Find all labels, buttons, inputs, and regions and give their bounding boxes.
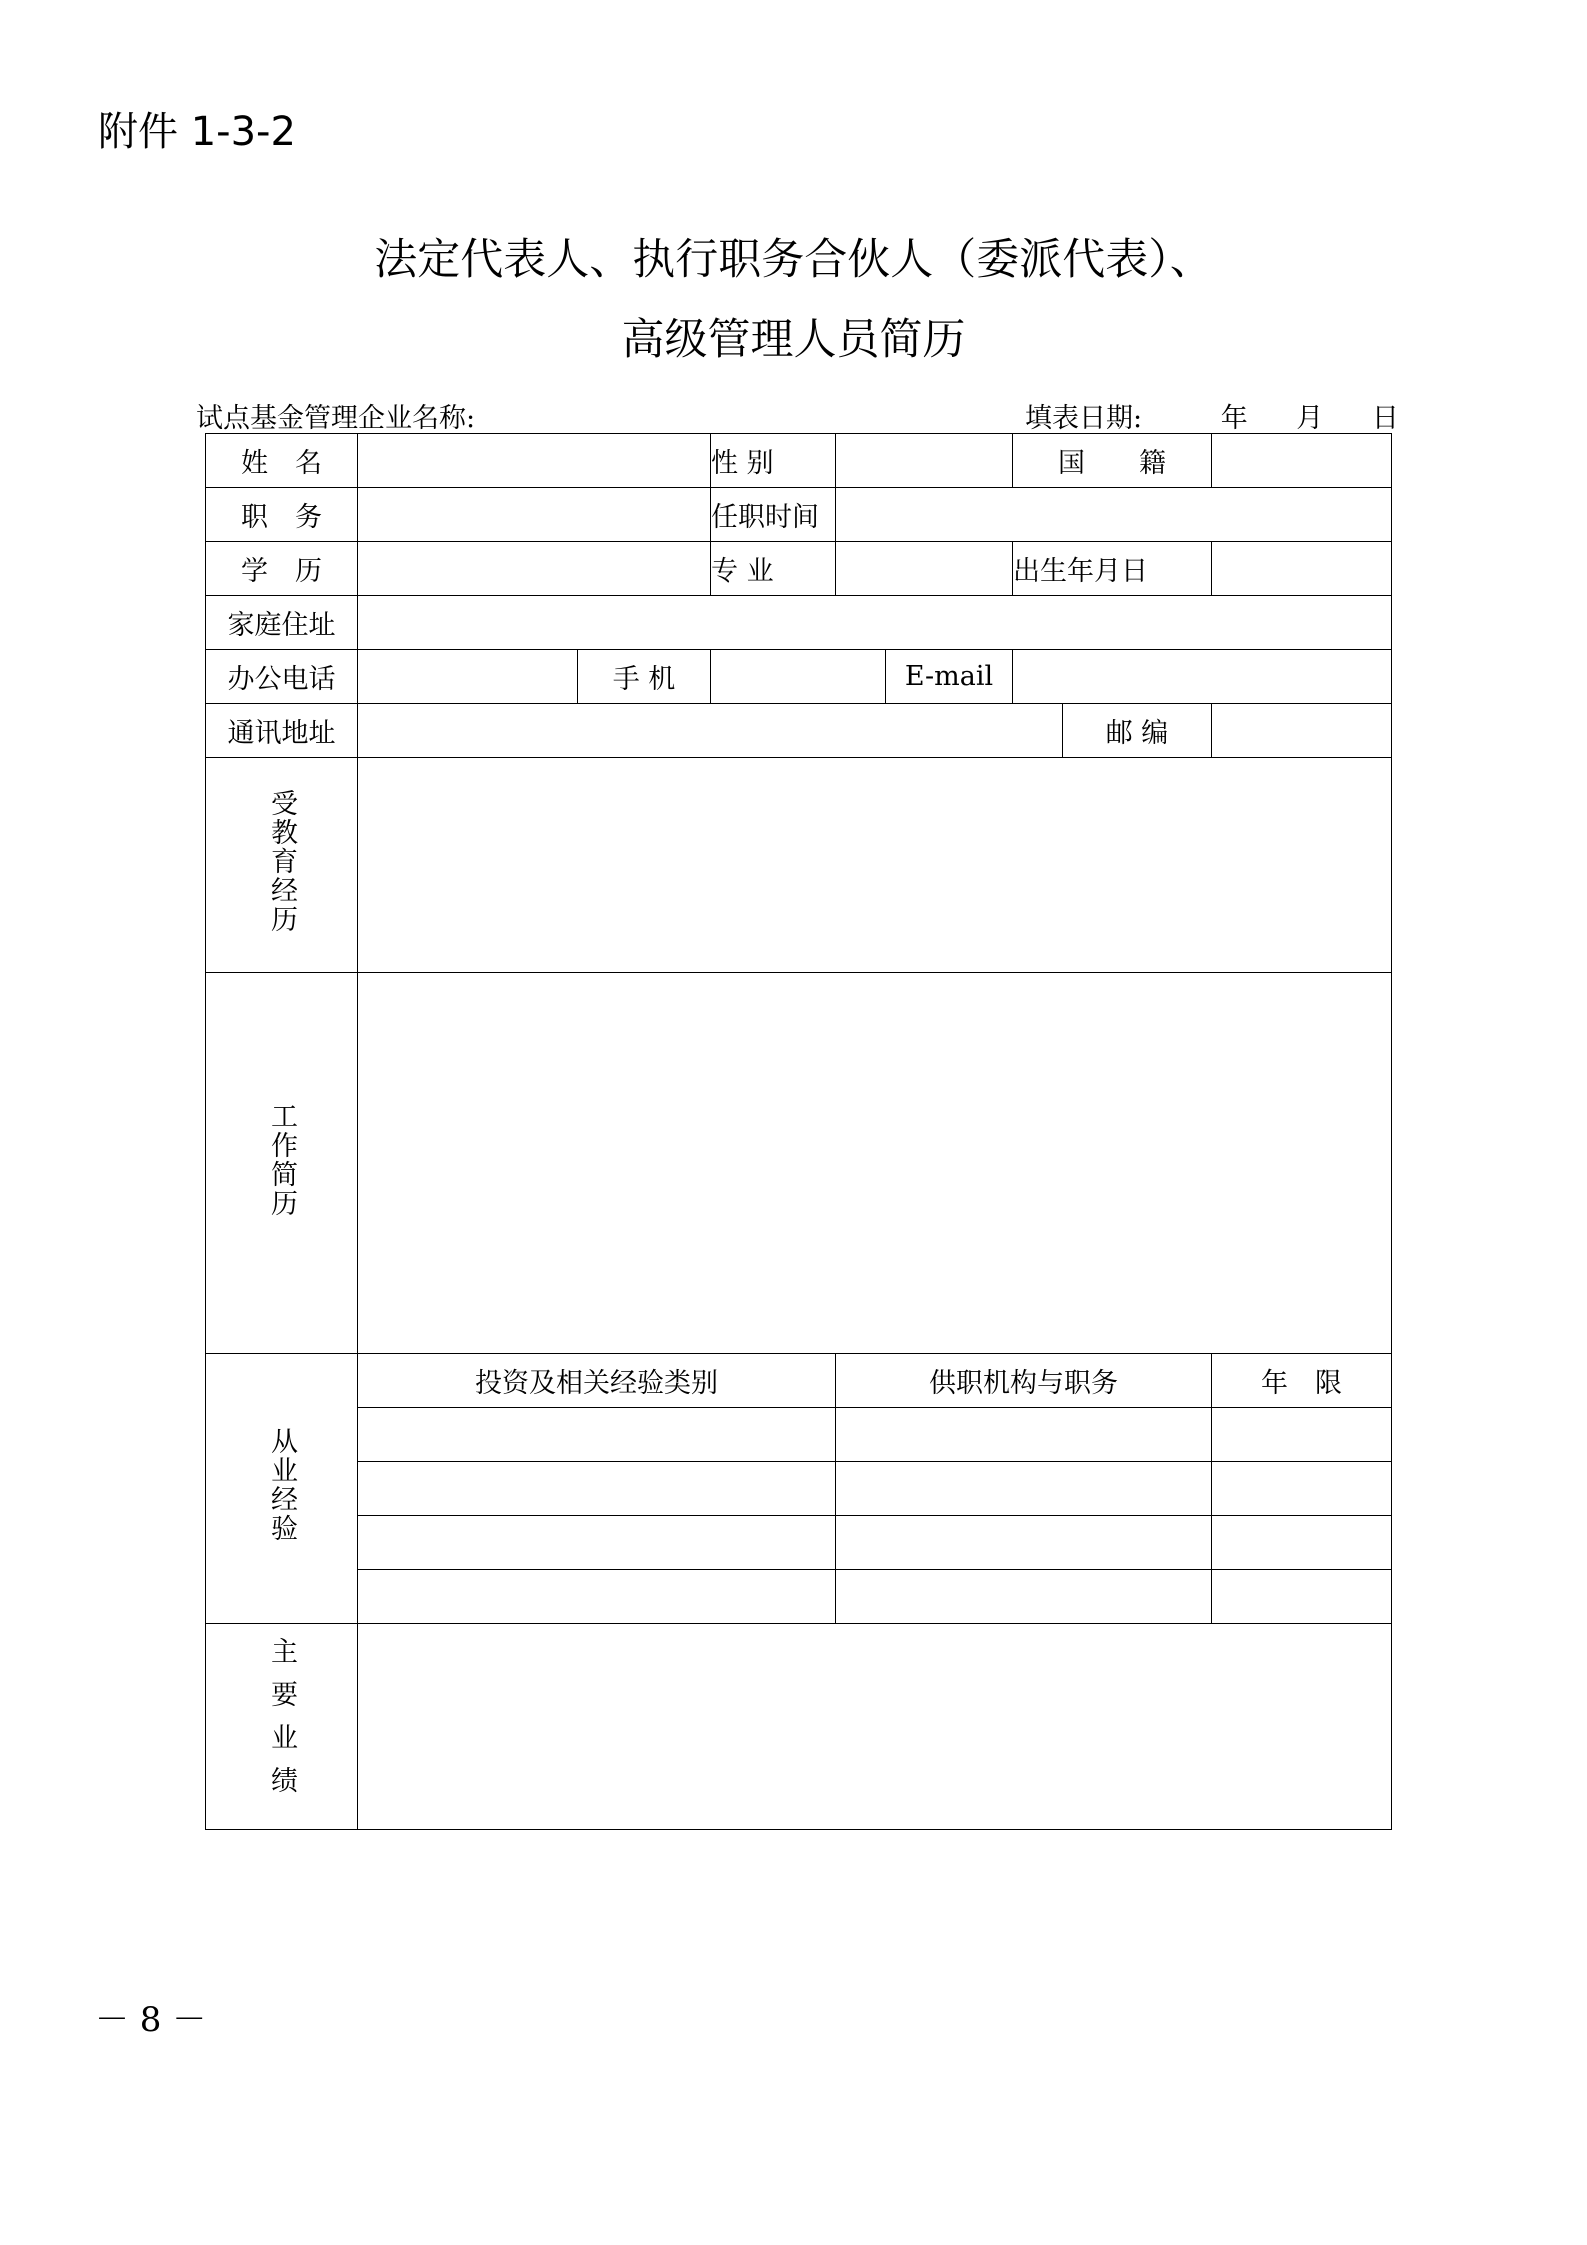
exp-row3-org[interactable]: [836, 1516, 1212, 1570]
mobile-label: 手 机: [578, 650, 711, 704]
postcode-label: 邮 编: [1063, 704, 1212, 758]
position-label: 职 务: [206, 488, 358, 542]
office-phone-label: 办公电话: [206, 650, 358, 704]
education-history-label: [206, 758, 358, 973]
work-history-field[interactable]: [358, 973, 1392, 1354]
home-address-label: 家庭住址: [206, 596, 358, 650]
education-label: 学 历: [206, 542, 358, 596]
birthdate-label: 出生年月日: [1013, 542, 1212, 596]
exp-row4-category[interactable]: [358, 1570, 836, 1624]
mobile-field[interactable]: [711, 650, 886, 704]
major-label: 专 业: [711, 542, 836, 596]
achievements-field[interactable]: [358, 1624, 1392, 1830]
achievements-label: [206, 1624, 358, 1830]
exp-row4-org[interactable]: [836, 1570, 1212, 1624]
education-history-field[interactable]: [358, 758, 1392, 973]
tenure-label: 任职时间: [711, 488, 836, 542]
postcode-field[interactable]: [1212, 704, 1392, 758]
mail-address-label: 通讯地址: [206, 704, 358, 758]
email-label: E-mail: [886, 650, 1013, 704]
position-field[interactable]: [358, 488, 711, 542]
gender-field[interactable]: [836, 434, 1013, 488]
experience-label: [206, 1354, 358, 1624]
name-label: 姓 名: [206, 434, 358, 488]
birthdate-field[interactable]: [1212, 542, 1392, 596]
resume-form-table: [205, 433, 1392, 1830]
exp-row3-category[interactable]: [358, 1516, 836, 1570]
page-number: － 8 －: [95, 2000, 207, 2040]
exp-row3-years[interactable]: [1212, 1516, 1392, 1570]
fill-date-month: 月: [1296, 403, 1324, 434]
exp-header-category: 投资及相关经验类别: [358, 1354, 836, 1408]
exp-header-years: 年 限: [1212, 1354, 1392, 1408]
nationality-label: 国 籍: [1013, 434, 1212, 488]
document-title-line1: 法定代表人、执行职务合伙人（委派代表）、: [374, 235, 1213, 285]
document-title-line2: 高级管理人员简历: [621, 315, 966, 365]
exp-row1-org[interactable]: [836, 1408, 1212, 1462]
exp-row1-category[interactable]: [358, 1408, 836, 1462]
office-phone-field[interactable]: [358, 650, 578, 704]
work-history-label: [206, 973, 358, 1354]
exp-row2-category[interactable]: [358, 1462, 836, 1516]
education-history-text: 受教育经历: [266, 789, 297, 934]
gender-label: 性 别: [711, 434, 836, 488]
fill-date-label: 填表日期:: [1025, 403, 1143, 434]
fill-date-year: 年: [1220, 403, 1248, 434]
fill-date: [1025, 396, 1399, 435]
education-field[interactable]: [358, 542, 711, 596]
work-history-text: 工作简历: [266, 1101, 297, 1218]
exp-row2-org[interactable]: [836, 1462, 1212, 1516]
home-address-field[interactable]: [358, 596, 1392, 650]
experience-text: 从业经验: [266, 1427, 297, 1543]
company-name-label: 试点基金管理企业名称:: [196, 403, 476, 434]
mail-address-field[interactable]: [358, 704, 1063, 758]
exp-row4-years[interactable]: [1212, 1570, 1392, 1624]
fill-date-day: 日: [1371, 403, 1399, 434]
exp-row1-years[interactable]: [1212, 1408, 1392, 1462]
tenure-field[interactable]: [836, 488, 1392, 542]
name-field[interactable]: [358, 434, 711, 488]
email-field[interactable]: [1013, 650, 1392, 704]
nationality-field[interactable]: [1212, 434, 1392, 488]
achievements-text: 主要业绩: [266, 1637, 297, 1809]
exp-row2-years[interactable]: [1212, 1462, 1392, 1516]
major-field[interactable]: [836, 542, 1013, 596]
attachment-label: 附件 1-3-2: [98, 109, 296, 155]
exp-header-org: 供职机构与职务: [836, 1354, 1212, 1408]
